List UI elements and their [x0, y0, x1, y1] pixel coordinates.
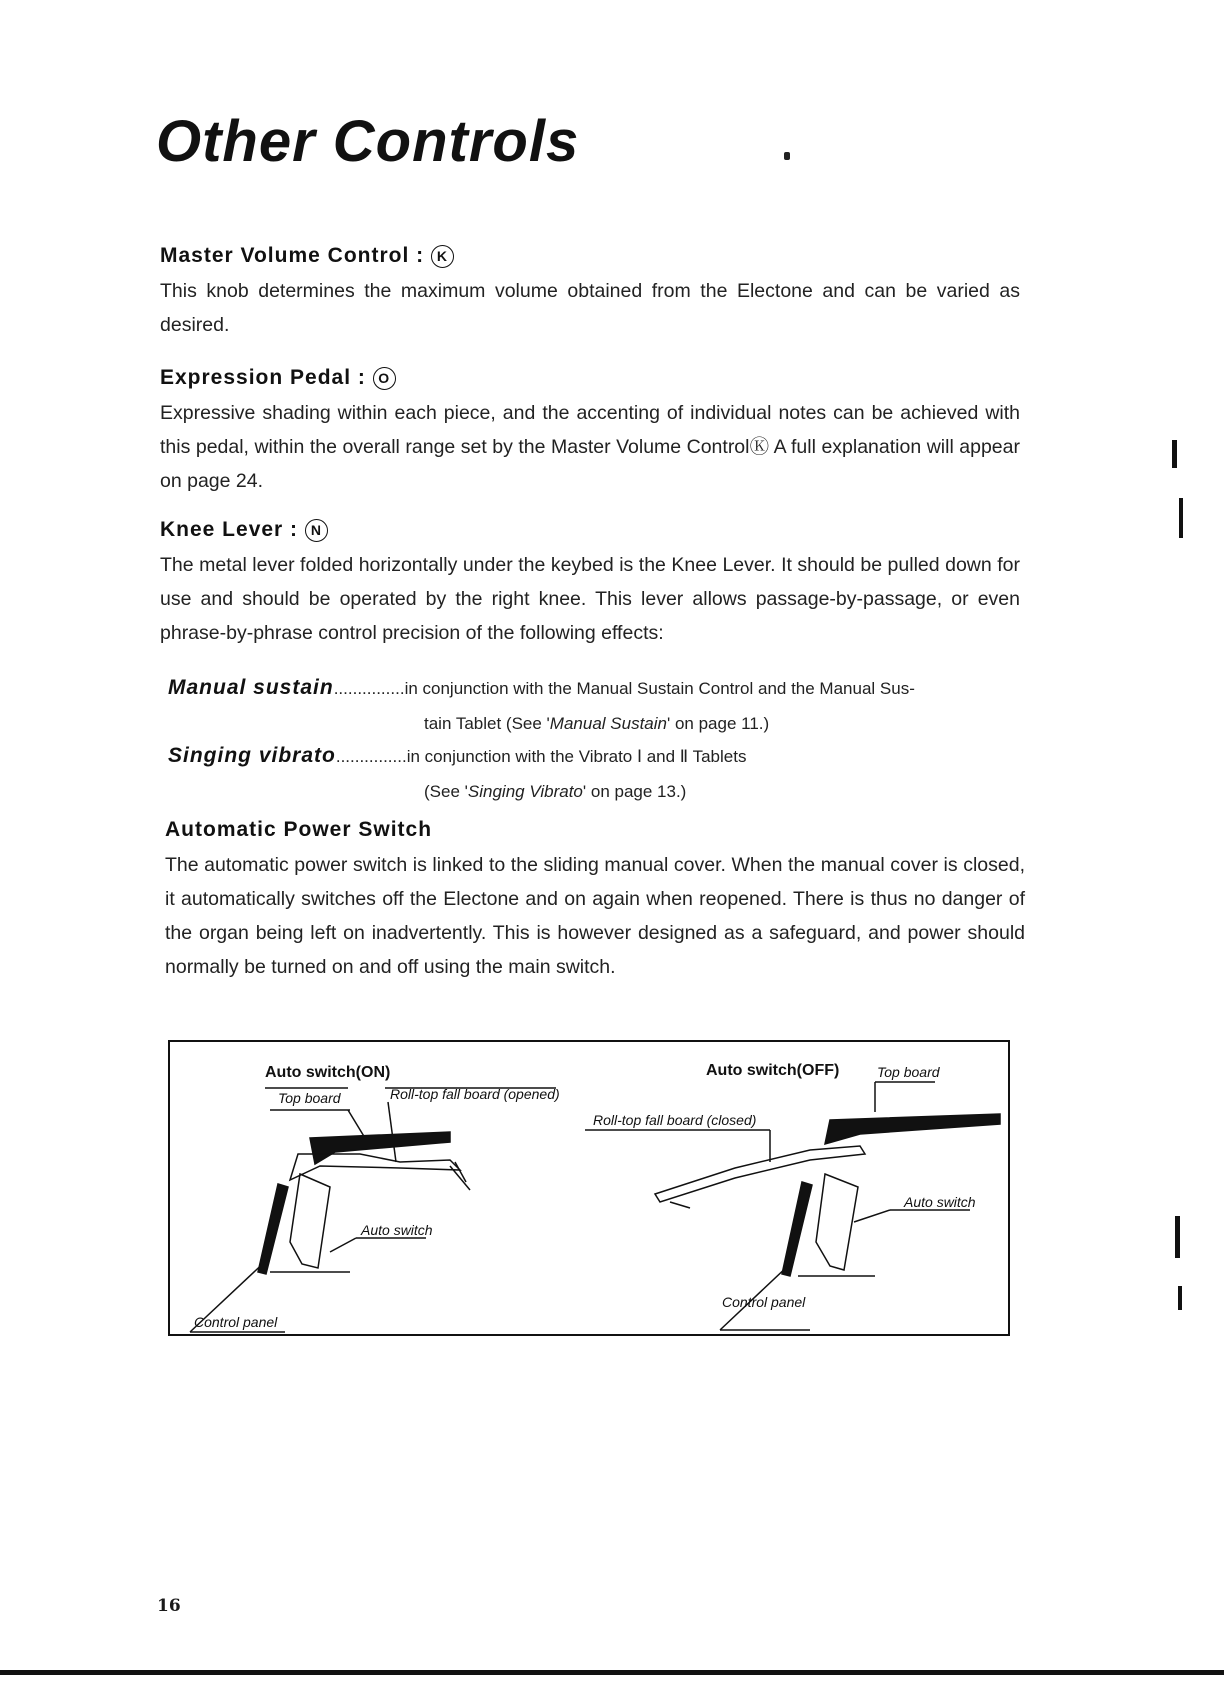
effect-manual-sustain-continued — [424, 714, 769, 734]
effect-name: Singing vibrato — [168, 744, 336, 767]
auto-power-heading: Automatic Power Switch — [165, 818, 433, 841]
effect-description: in conjunction with the Vibrato Ⅰ and Ⅱ Tablets — [406, 747, 747, 766]
master-volume-heading — [160, 244, 1020, 268]
top-board-shape — [825, 1114, 1000, 1144]
print-speck — [784, 152, 790, 160]
leader-line — [388, 1102, 396, 1162]
bottom-rule — [0, 1670, 1224, 1675]
control-panel-shape — [258, 1184, 288, 1274]
leader-line — [330, 1238, 356, 1252]
page-title: Other Controls — [156, 109, 580, 174]
effect-ref-suffix: ' on page 11.) — [666, 714, 770, 733]
fall-board-shape — [670, 1202, 690, 1208]
on-top-board-label: Top board — [278, 1090, 341, 1106]
off-title: Auto switch(OFF) — [706, 1062, 840, 1079]
effect-manual-sustain — [168, 676, 915, 700]
auto-switch-figure — [168, 1040, 1010, 1336]
knee-lever-heading — [160, 518, 1020, 542]
fall-board-shape — [450, 1162, 470, 1190]
page-number: 16 — [157, 1596, 181, 1616]
margin-mark — [1178, 1286, 1182, 1310]
off-auto-switch-label: Auto switch — [904, 1194, 976, 1210]
fall-board-shape — [655, 1146, 865, 1202]
control-panel-shape — [782, 1182, 812, 1276]
effect-leader: ............... — [335, 747, 407, 766]
auto-power-text: The automatic power switch is linked to the sliding manual cover. When the manual cover is closed, it automatically switches off the Electone and on again when reopened. There is thus no danger of the organ being left on inadvertently. This is however designed as a safeguard, and power should normally be turned on and off using the main switch. — [165, 854, 1025, 978]
knee-lever-heading-text: Knee Lever : — [160, 518, 299, 541]
diagram-on-state — [190, 1088, 556, 1332]
off-top-board-label: Top board — [877, 1064, 940, 1080]
leader-line — [348, 1110, 365, 1138]
effect-singing-vibrato-continued — [424, 782, 686, 802]
top-board-shape — [310, 1132, 450, 1164]
on-control-panel-label: Control panel — [194, 1314, 278, 1330]
effect-singing-vibrato — [168, 744, 746, 768]
effect-ref-title: Singing Vibrato — [467, 782, 583, 801]
margin-mark — [1172, 440, 1177, 468]
margin-mark — [1179, 498, 1183, 538]
effect-ref-prefix: tain Tablet (See ' — [424, 714, 550, 733]
effect-ref-suffix: ' on page 13.) — [582, 782, 687, 801]
effect-description: in conjunction with the Manual Sustain Control and the Manual Sus- — [404, 679, 915, 698]
margin-mark — [1175, 1216, 1180, 1258]
auto-switch-shape — [290, 1174, 330, 1268]
master-volume-marker: K — [431, 245, 454, 268]
auto-power-section — [165, 818, 1025, 984]
master-volume-section — [160, 244, 1020, 342]
effect-name: Manual sustain — [168, 676, 334, 699]
expression-pedal-heading — [160, 366, 1020, 390]
master-volume-text: This knob determines the maximum volume obtained from the Electone and can be varied as desired. — [160, 280, 1020, 336]
on-title: Auto switch(ON) — [265, 1064, 391, 1081]
expression-pedal-heading-text: Expression Pedal : — [160, 366, 366, 389]
on-fall-board-label: Roll-top fall board (opened) — [390, 1086, 560, 1102]
effect-ref-prefix: (See ' — [424, 782, 468, 801]
master-volume-heading-text: Master Volume Control : — [160, 244, 425, 267]
knee-lever-marker: N — [305, 519, 328, 542]
effect-leader: ............... — [333, 679, 405, 698]
auto-switch-shape — [816, 1174, 858, 1270]
leader-line — [854, 1210, 890, 1222]
expression-pedal-text: Expressive shading within each piece, and the accenting of individual notes can be achieved with this pedal, within the overall range set by the Master Volume ControlⓀ A full explanation will appear on page 24. — [160, 402, 1020, 492]
off-fall-board-label: Roll-top fall board (closed) — [593, 1112, 757, 1128]
off-control-panel-label: Control panel — [722, 1294, 806, 1310]
expression-pedal-section — [160, 366, 1020, 498]
knee-lever-text: The metal lever folded horizontally under the keybed is the Knee Lever. It should be pulled down for use and should be operated by the right knee. This lever allows passage-by-passage, or even phrase-by-phrase control precision of the following effects: — [160, 554, 1020, 644]
effect-ref-title: Manual Sustain — [549, 714, 667, 733]
on-auto-switch-label: Auto switch — [361, 1222, 433, 1238]
expression-pedal-marker: O — [373, 367, 396, 390]
auto-switch-diagram — [170, 1042, 1012, 1338]
knee-lever-section — [160, 518, 1020, 650]
